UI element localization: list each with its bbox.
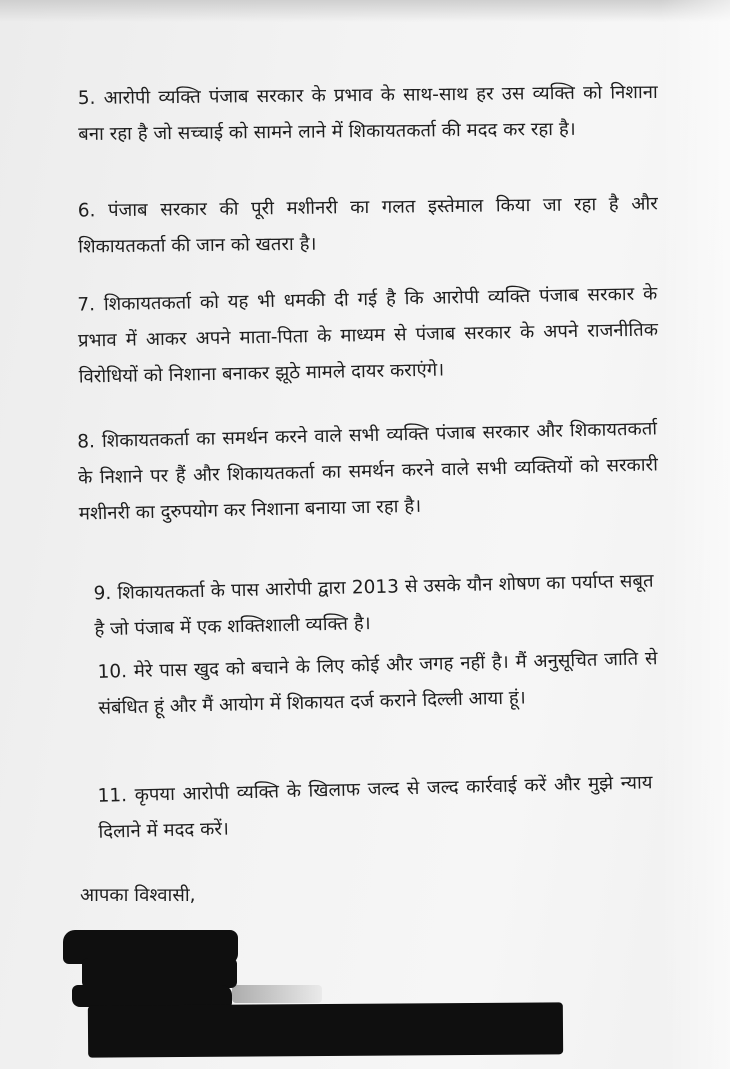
- paragraph-6: 6. पंजाब सरकार की पूरी मशीनरी का गलत इस्तेमाल किया जा रहा है और शिकायतकर्ता की जान को खतरा है।: [77, 193, 658, 258]
- redaction-mark: [72, 985, 232, 1007]
- closing-salutation: आपका विश्वासी,: [80, 885, 196, 906]
- paragraph-8: 8. शिकायतकर्ता का समर्थन करने वाले सभी व्यक्ति पंजाब सरकार और शिकायतकर्ता के निशाने पर हैं और शिकायतकर्ता का समर्थन करने वाले सभी व्यक्तियों को सरकारी मशीनरी का दुरुपयोग कर निशाना बनाया जा रहा है।: [77, 418, 659, 525]
- paragraph-9: 9. शिकायतकर्ता के पास आरोपी द्वारा 2013 से उसके यौन शोषण का पर्याप्त सबूत है जो पंजाब में एक शक्तिशाली व्यक्ति है।: [93, 570, 654, 641]
- redaction-mark: [88, 1002, 563, 1057]
- paragraph-10: 10. मेरे पास खुद को बचाने के लिए कोई और जगह नहीं है। मैं अनुसूचित जाति से संबंधित हूं और मैं आयोग में शिकायत दर्ज कराने दिल्ली आया हूं।: [97, 648, 658, 719]
- paper-top-edge: [0, 0, 730, 22]
- redaction-mark: [82, 958, 237, 988]
- paragraph-5: 5. आरोपी व्यक्ति पंजाब सरकार के प्रभाव के साथ-साथ हर उस व्यक्ति को निशाना बना रहा है जो सच्चाई को सामने लाने में शिकायतकर्ता की मदद कर रहा है।: [77, 81, 658, 146]
- paragraph-11: 11. कृपया आरोपी व्यक्ति के खिलाफ जल्द से जल्द कार्रवाई करें और मुझे न्याय दिलाने में मदद करें।: [97, 772, 653, 843]
- paragraph-7: 7. शिकायतकर्ता को यह भी धमकी दी गई है कि आरोपी व्यक्ति पंजाब सरकार के प्रभाव में आकर अपने माता-पिता के माध्यम से पंजाब सरकार के अपने राजनीतिक विरोधियों को निशाना बनाकर झूठे मामले दायर कराएंगे।: [77, 283, 659, 388]
- paper-light-gradient: [660, 0, 730, 1069]
- redaction-mark: [232, 985, 322, 1003]
